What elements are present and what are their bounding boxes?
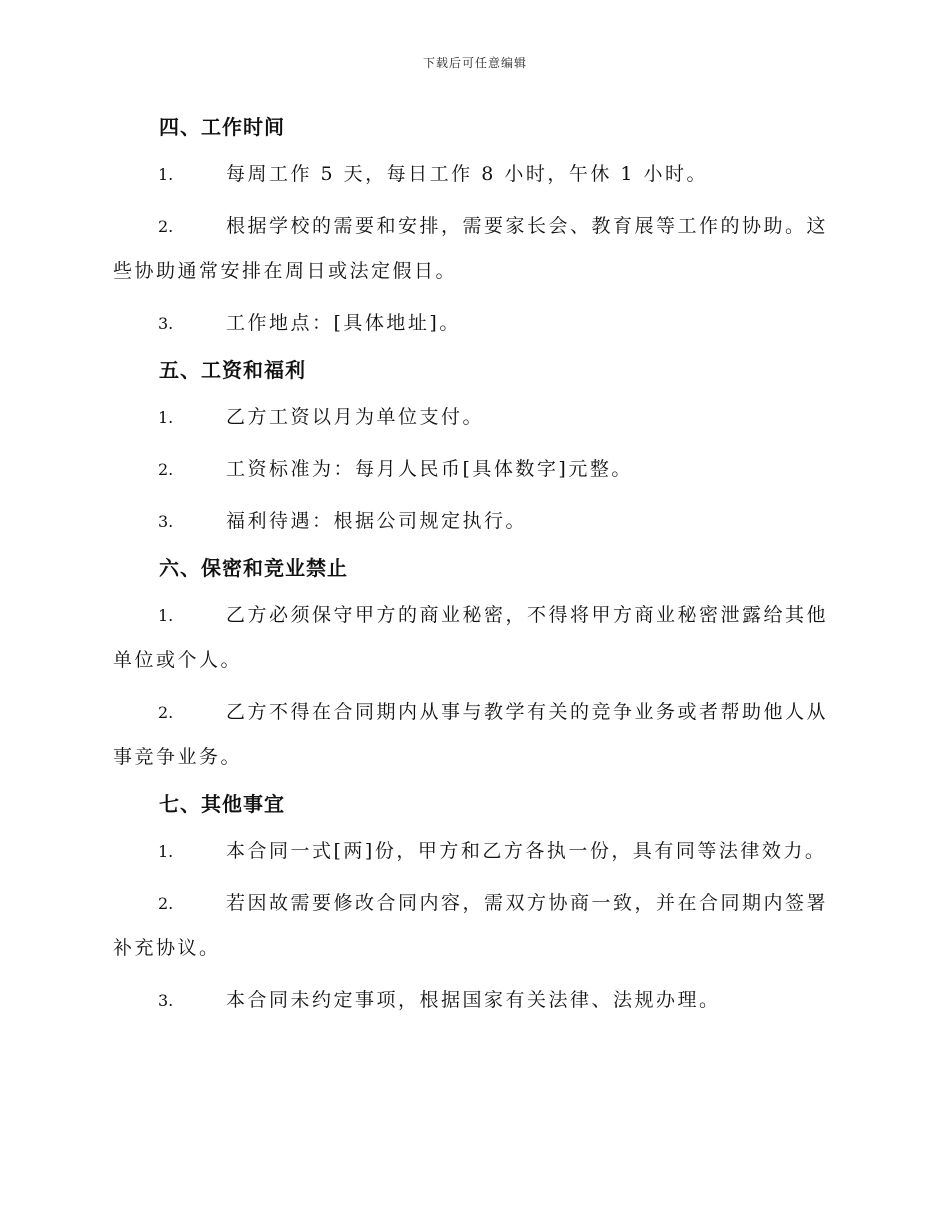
section-other-matters bbox=[113, 787, 835, 1023]
item-text: 福利待遇：根据公司规定执行。 bbox=[226, 510, 528, 532]
section-work-hours bbox=[113, 110, 835, 346]
section-heading: 六、保密和竞业禁止 bbox=[159, 556, 348, 580]
item-text: 工资标准为：每月人民币[具体数字]元整。 bbox=[226, 458, 633, 480]
item-number: 1. bbox=[158, 165, 174, 184]
list-item bbox=[113, 204, 835, 294]
list-item bbox=[113, 499, 835, 544]
item-number: 1. bbox=[158, 606, 174, 625]
item-number: 3. bbox=[158, 314, 174, 333]
document-body bbox=[113, 110, 835, 1030]
item-number: 2. bbox=[158, 703, 174, 722]
item-text: 工作地点：[具体地址]。 bbox=[226, 312, 461, 334]
list-item bbox=[113, 301, 835, 346]
section-confidentiality bbox=[113, 551, 835, 780]
item-number: 2. bbox=[158, 217, 174, 236]
item-text: 每周工作 5 天，每日工作 8 小时，午休 1 小时。 bbox=[226, 163, 709, 185]
section-heading: 四、工作时间 bbox=[159, 115, 285, 139]
list-item bbox=[113, 447, 835, 492]
page-header-note: 下载后可任意编辑 bbox=[422, 56, 527, 70]
item-number: 1. bbox=[158, 842, 174, 861]
item-text: 根据学校的需要和安排，需要家长会、教育展等工作的协助。这些协助通常安排在周日或法定假日。 bbox=[113, 215, 829, 282]
item-text: 本合同一式[两]份，甲方和乙方各执一份，具有同等法律效力。 bbox=[226, 840, 827, 862]
item-text: 本合同未约定事项，根据国家有关法律、法规办理。 bbox=[226, 989, 721, 1011]
list-item bbox=[113, 829, 835, 874]
list-item bbox=[113, 395, 835, 440]
list-item bbox=[113, 690, 835, 780]
item-number: 1. bbox=[158, 408, 174, 427]
item-text: 乙方不得在合同期内从事与教学有关的竞争业务或者帮助他人从事竞争业务。 bbox=[113, 701, 829, 768]
item-text: 乙方工资以月为单位支付。 bbox=[226, 406, 485, 428]
list-item bbox=[113, 881, 835, 971]
item-number: 3. bbox=[158, 991, 174, 1010]
section-salary-benefits bbox=[113, 353, 835, 544]
item-number: 2. bbox=[158, 460, 174, 479]
section-heading: 五、工资和福利 bbox=[159, 358, 306, 382]
list-item bbox=[113, 978, 835, 1023]
item-number: 2. bbox=[158, 894, 174, 913]
list-item bbox=[113, 152, 835, 197]
item-text: 若因故需要修改合同内容，需双方协商一致，并在合同期内签署补充协议。 bbox=[113, 892, 829, 959]
item-number: 3. bbox=[158, 512, 174, 531]
item-text: 乙方必须保守甲方的商业秘密，不得将甲方商业秘密泄露给其他单位或个人。 bbox=[113, 604, 829, 671]
list-item bbox=[113, 593, 835, 683]
section-heading: 七、其他事宜 bbox=[159, 792, 285, 816]
